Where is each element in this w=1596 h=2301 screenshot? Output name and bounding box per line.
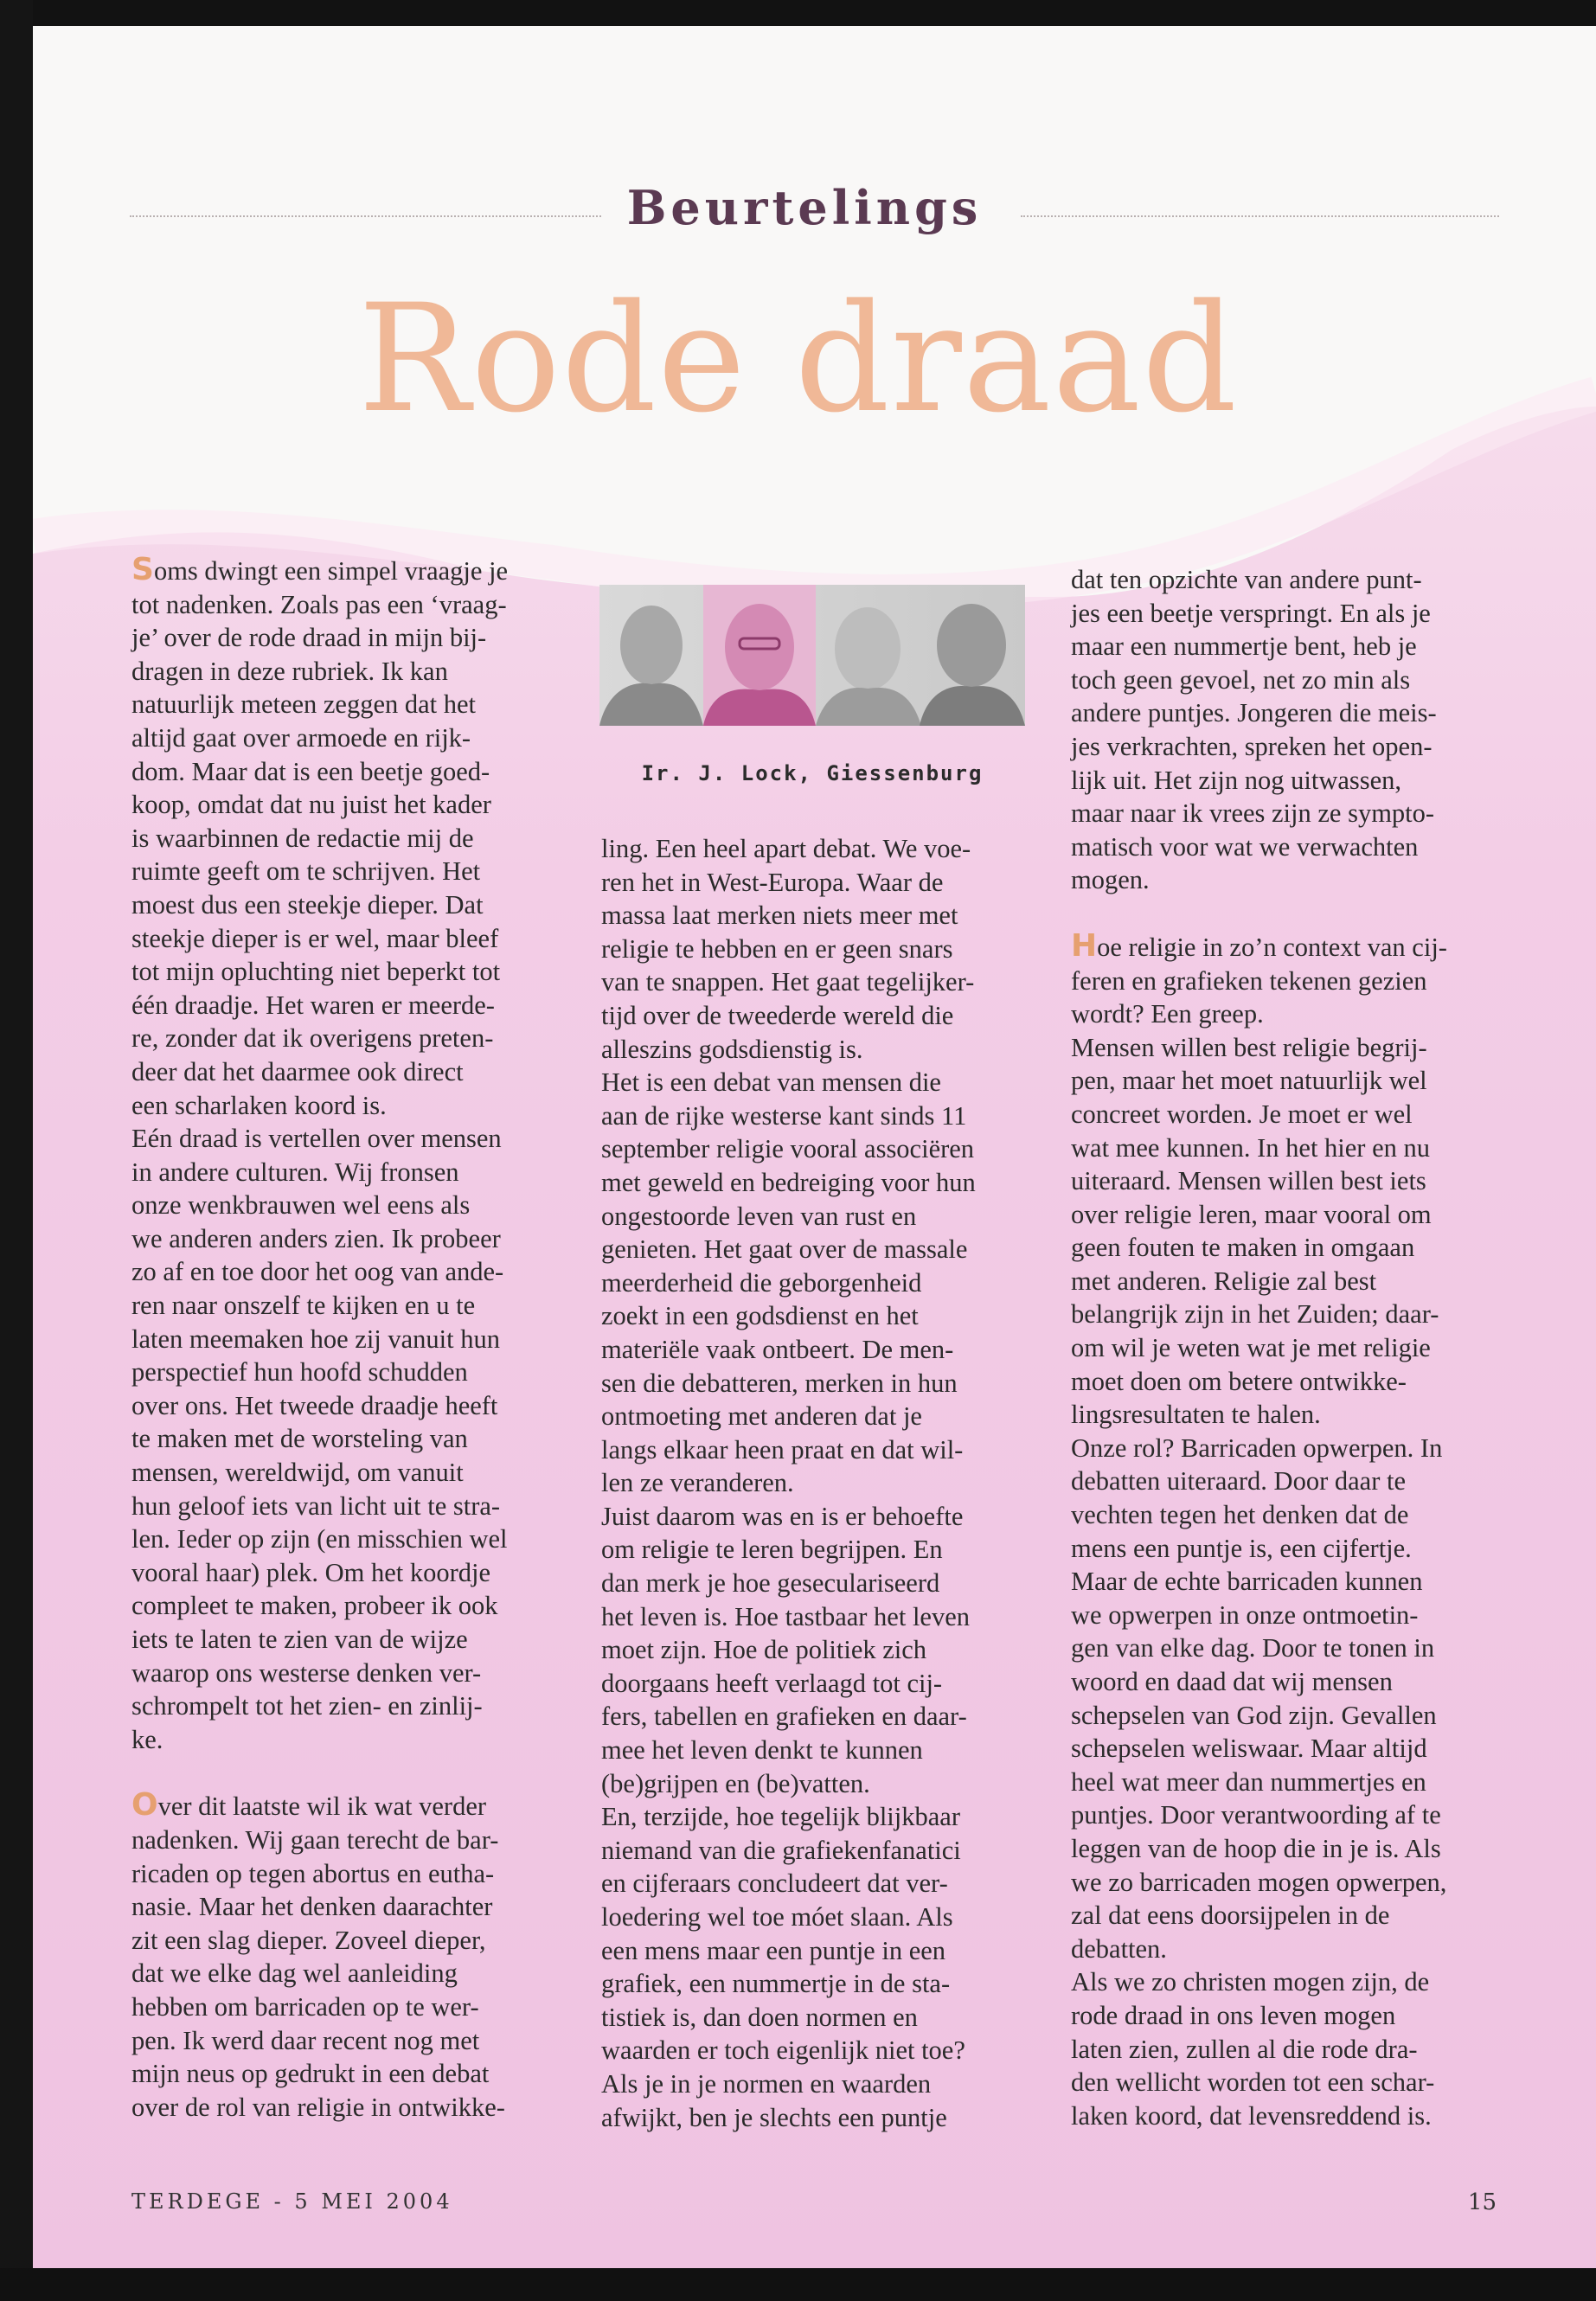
paragraph-text: oms dwingt een simpel vraagje je tot nadenken. Zoals pas een ‘vraag- je’ over de rode draad in mijn bij- dragen in deze rubriek. Ik kan natuurlijk meteen zeggen dat het altijd gaat over armoede en rijk- dom. Maar dat is een beetje goed- koop, omdat dat nu juist het kader is waarbinnen de redactie mij de ruimte geeft om te schrijven. Het moest dus een steekje dieper. Dat steekje dieper is er wel, maar bleef tot mijn opluchting niet beperkt tot één draadje. Het waren er meerde- re, zonder dat ik overigens preten- deer dat het daarmee ook direct een scharlaken koord is.	[131, 556, 509, 1120]
paragraph-text: oe religie in zo’n context van cij- feren en grafieken tekenen gezien wordt? Een greep.	[1071, 932, 1447, 1029]
footer-publication: TERDEGE - 5 MEI 2004	[131, 2189, 453, 2214]
paragraph	[131, 1122, 564, 1756]
drop-cap: O	[131, 1787, 158, 1823]
paragraph-text: Het is een debat van mensen die aan de rijke westerse kant sinds 11 september religie vooral associëren met geweld en bedreiging voor hun ongestoorde leven van rust en genieten. Het gaat over de massale meerderheid die geborgenheid zoekt in een godsdienst en het materiële vaak ontbeert. De men- sen die debatteren, merken in hun ontmoeting met anderen dat je langs elkaar heen praat en dat wil- len ze veranderen.	[601, 1067, 976, 1498]
text-column-3	[1071, 563, 1503, 2132]
paragraph-text: Als we zo christen mogen zijn, de rode draad in ons leven mogen laten zien, zullen al die rode dra- den wellicht worden tot een schar- laken koord, dat levensreddend is.	[1071, 1967, 1435, 2131]
scan-edge-bottom	[0, 2268, 1596, 2301]
kicker-rule-right	[1021, 215, 1499, 217]
section-kicker: Beurtelings	[626, 180, 983, 235]
portrait-2-highlighted	[703, 585, 816, 726]
paragraph-text: dat ten opzichte van andere punt- jes een beetje verspringt. En als je maar een nummertje bent, heb je toch geen gevoel, net zo min als andere puntjes. Jongeren die meis- jes verkrachten, spreken het open- lijk uit. Het zijn nog uitwassen, maar naar ik vrees zijn ze sympto- matisch voor wat we verwachten mogen.	[1071, 565, 1437, 895]
author-byline: Ir. J. Lock, Giessenburg	[641, 761, 984, 785]
scan-edge-top	[0, 0, 1596, 26]
paragraph-text: Juist daarom was en is er behoefte om religie te leren begrijpen. En dan merk je hoe geseculariseerd het leven is. Hoe tastbaar het leven moet zijn. Hoe de politiek zich doorgaans heeft verlaagd tot cij- fers, tabellen en grafieken en daar- mee het leven denkt te kunnen (be)grijpen en (be)vatten.	[601, 1501, 970, 1798]
page-number: 15	[1467, 2189, 1497, 2215]
paragraph	[601, 832, 1034, 1066]
paragraph	[131, 554, 564, 1122]
paragraph-text: ling. Een heel apart debat. We voe- ren het in West-Europa. Waar de massa laat merken niets meer met religie te hebben en er geen snars van te snappen. Het gaat tegelijker- tijd over de tweederde wereld die alleszins godsdienstig is.	[601, 834, 975, 1064]
drop-cap: H	[1071, 927, 1098, 964]
paragraph	[1071, 927, 1503, 1031]
drop-cap: S	[131, 552, 154, 587]
paragraph	[1071, 1031, 1503, 1432]
text-column-1	[131, 554, 564, 2124]
kicker-rule-left	[130, 215, 601, 217]
paragraph	[601, 1066, 1034, 1500]
paragraph-text: ver dit laatste wil ik wat verder nadenken. Wij gaan terecht de bar- ricaden op tegen abortus en eutha- nasie. Maar het denken daarachter zit een slag dieper. Zoveel dieper, dat we elke dag wel aanleiding hebben om barricaden op te wer- pen. Ik werd daar recent nog met mijn neus op gedrukt in een debat over de rol van religie in ontwikke-	[131, 1791, 505, 2122]
paragraph	[601, 1500, 1034, 1800]
scan-edge-left	[0, 0, 33, 2301]
paragraph-text: Mensen willen best religie begrij- pen, maar het moet natuurlijk wel concreet worden. Je moet er wel wat mee kunnen. In het hier en nu uiteraard. Mensen willen best iets over religie leren, maar vooral om geen fouten te maken in omgaan met anderen. Religie zal best belangrijk zijn in het Zuiden; daar- om wil je weten wat je met religie moet doen om betere ontwikke- lingsresultaten te halen.	[1071, 1032, 1439, 1430]
paragraph	[601, 1800, 1034, 2134]
paragraph-text: En, terzijde, hoe tegelijk blijkbaar niemand van die grafiekenfanatici en cijferaars concludeert dat ver- loedering wel toe móet slaan. Als een mens maar een puntje in een grafiek, een nummertje in de sta- tistiek is, dan doen normen en waarden er toch eigenlijk niet toe? Als je in je normen en waarden afwijkt, ben je slechts een puntje	[601, 1802, 965, 2132]
paragraph	[1071, 1965, 1503, 2132]
text-column-2	[601, 832, 1034, 2134]
paragraph	[1071, 563, 1503, 897]
paragraph-text: Eén draad is vertellen over mensen in andere culturen. Wij fronsen onze wenkbrauwen wel eens als we anderen anders zien. Ik probeer zo af en toe door het oog van ande- ren naar onszelf te kijken en u te laten meemaken hoe zij vanuit hun perspectief hun hoofd schudden over ons. Het tweede draadje heeft te maken met de worsteling van mensen, wereldwijd, om vanuit hun geloof iets van licht uit te stra- len. Ieder op zijn (en misschien wel vooral haar) plek. Om het koordje compleet te maken, probeer ik ook iets te laten te zien van de wijze waarop ons westerse denken ver- schrompelt tot het zien- en zinlij- ke.	[131, 1124, 508, 1754]
article-title: Rode draad	[357, 272, 1239, 445]
paragraph	[131, 1789, 564, 2124]
author-portraits	[599, 585, 1025, 726]
paragraph	[1071, 1432, 1503, 1966]
paragraph-text: Onze rol? Barricaden opwerpen. In debatten uiteraard. Door daar te vechten tegen het denken dat de mens een puntje is, een cijfertje. Maar de echte barricaden kunnen we opwerpen in onze ontmoetin- gen van elke dag. Door te tonen in woord en daad dat wij mensen schepselen van God zijn. Gevallen schepselen weliswaar. Maar altijd heel wat meer dan nummertjes en puntjes. Door verantwoording af te leggen van de hoop die in je is. Als we zo barricaden mogen opwerpen, zal dat eens doorsijpelen in de debatten.	[1071, 1433, 1447, 1964]
